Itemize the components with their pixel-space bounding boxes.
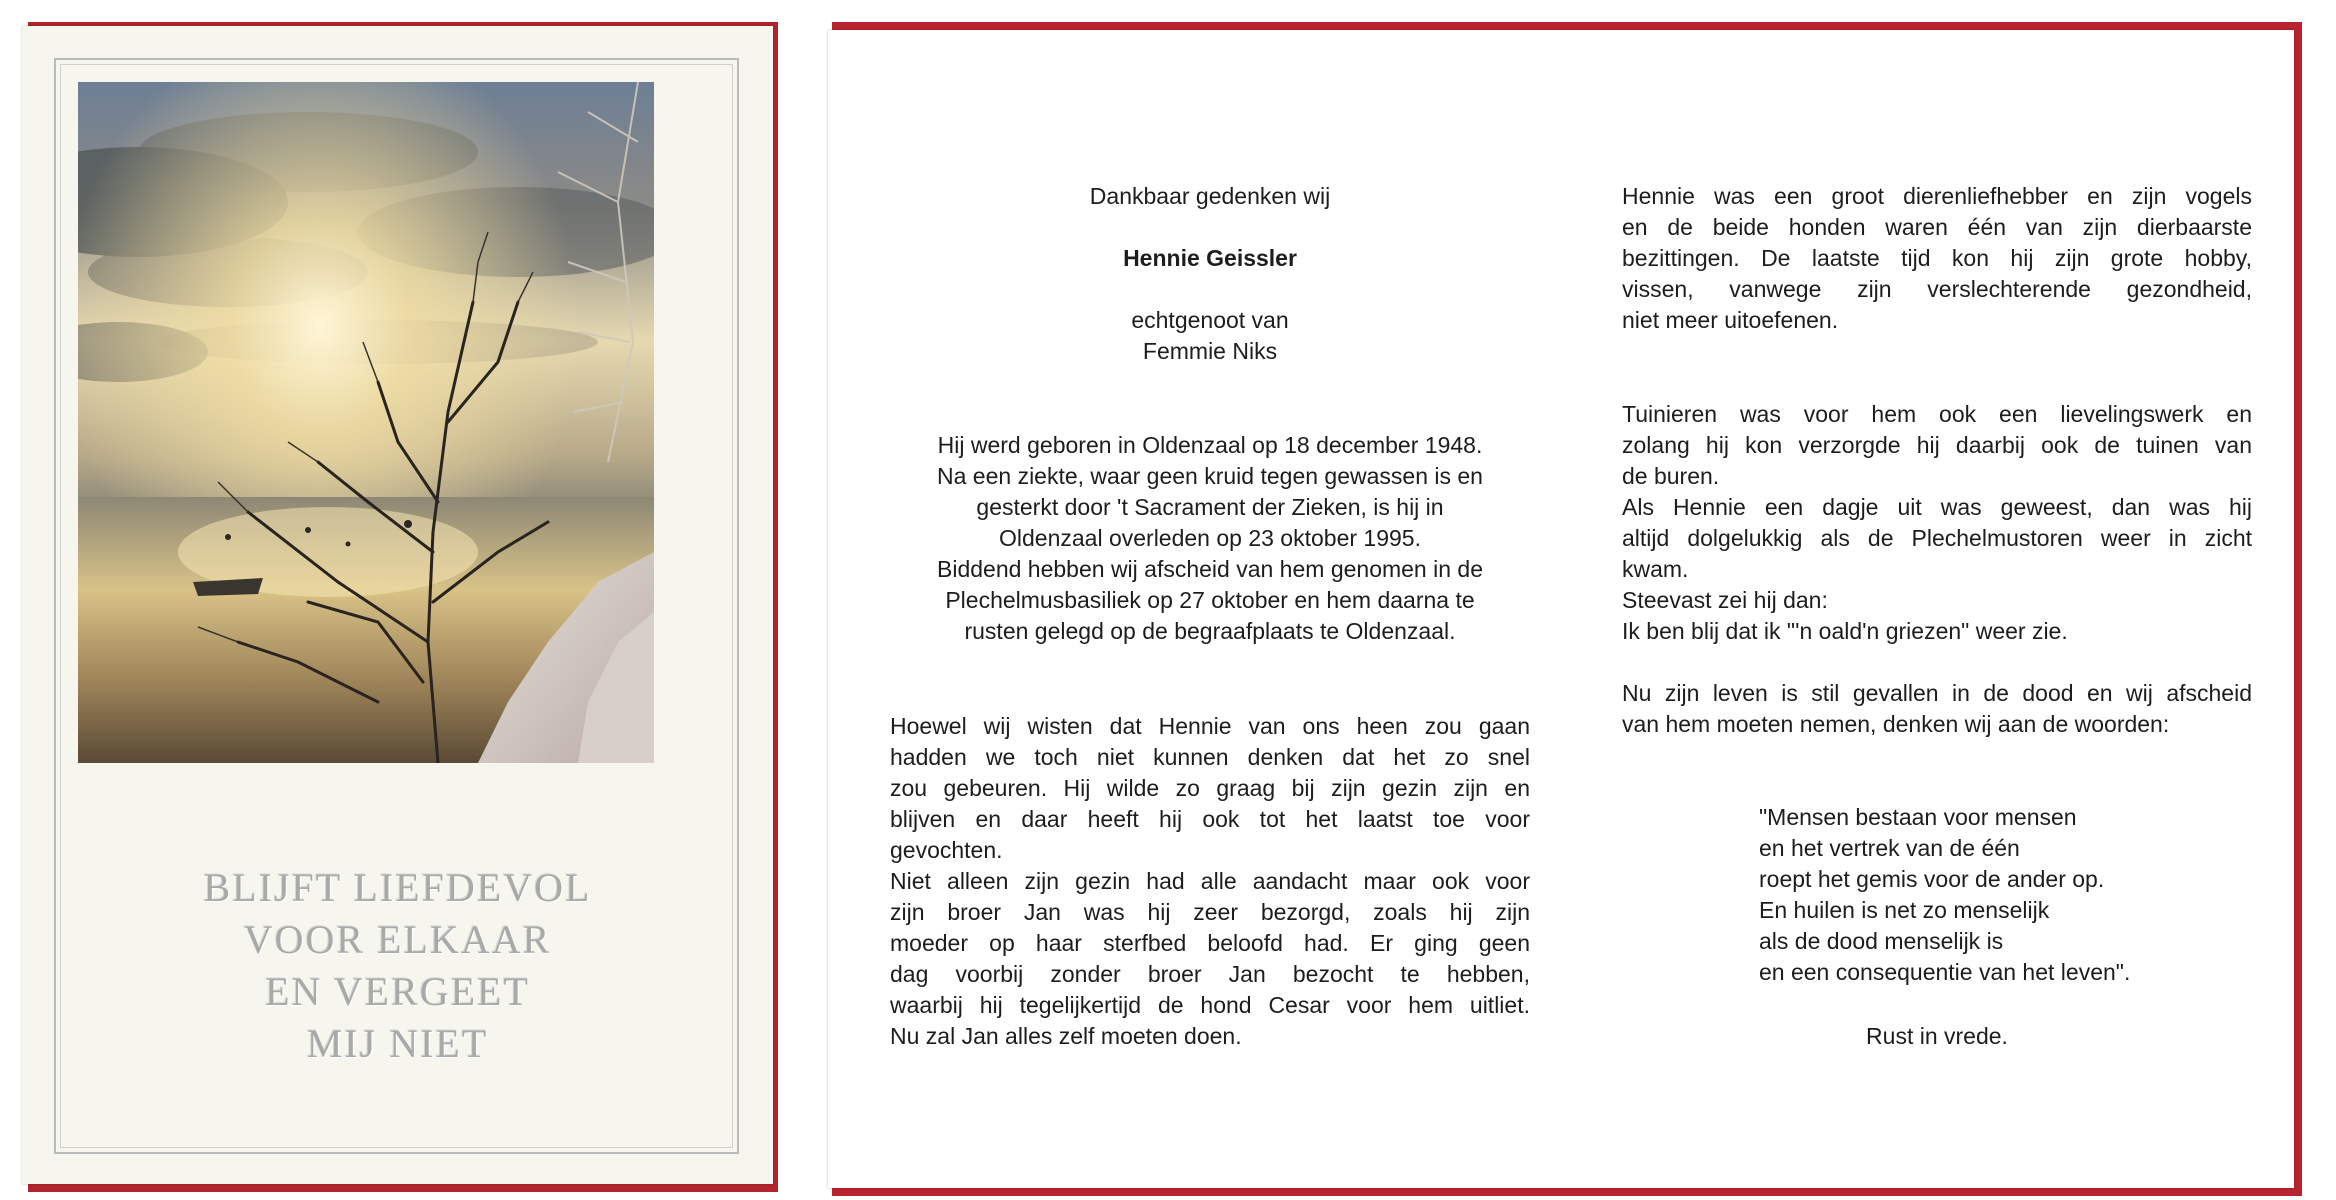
text-line: zou gebeuren. Hij wilde zo graag bij zijn gezin zijn en bbox=[890, 775, 1530, 801]
lake-sunset-photo bbox=[78, 82, 654, 763]
text-line: kwam. bbox=[1622, 556, 1689, 582]
bio-line: Oldenzaal overleden op 23 oktober 1995. bbox=[999, 525, 1421, 551]
spouse-name: Femmie Niks bbox=[1142, 338, 1278, 364]
paragraph-hobbies bbox=[1622, 181, 2252, 336]
spouse-block bbox=[890, 305, 1530, 367]
text-line: gevochten. bbox=[890, 837, 1003, 863]
poem-line: En huilen is net zo menselijk bbox=[1759, 897, 2050, 923]
poem bbox=[1759, 802, 2219, 988]
text-line: en de beide honden waren één van zijn dierbaarste bbox=[1622, 214, 2252, 240]
biography bbox=[890, 430, 1530, 647]
paragraph-illness bbox=[890, 711, 1530, 1052]
motto-line: VOOR ELKAAR bbox=[243, 917, 552, 962]
text-line: hadden we toch niet kunnen denken dat het zo snel bbox=[890, 744, 1530, 770]
text-line: waarbij hij tegelijkertijd de hond Cesar voor hem uitliet. bbox=[890, 992, 1530, 1018]
text-line: van hem moeten nemen, denken wij aan de woorden: bbox=[1622, 711, 2170, 737]
intro-text: Dankbaar gedenken wij bbox=[1089, 183, 1331, 209]
name-text: Hennie Geissler bbox=[1123, 245, 1297, 271]
text-line: blijven en daar heeft hij ook tot het laatst toe voor bbox=[890, 806, 1530, 832]
bio-line: Plechelmusbasiliek op 27 oktober en hem daarna te bbox=[945, 587, 1475, 613]
text-line: Hennie was een groot dierenliefhebber en zijn vogels bbox=[1622, 183, 2252, 209]
deceased-name bbox=[890, 243, 1530, 274]
bio-line: Biddend hebben wij afscheid van hem genomen in de bbox=[937, 556, 1483, 582]
text-line: zolang hij kon verzorgde hij daarbij ook de tuinen van bbox=[1622, 432, 2252, 458]
front-motto bbox=[22, 862, 773, 1070]
poem-line: en het vertrek van de één bbox=[1759, 835, 2020, 861]
text-line: Steevast zei hij dan: bbox=[1622, 587, 1828, 613]
poem-line: "Mensen bestaan voor mensen bbox=[1759, 804, 2077, 830]
paragraph-farewell bbox=[1622, 678, 2252, 740]
closing bbox=[1622, 1021, 2252, 1052]
poem-line: als de dood menselijk is bbox=[1759, 928, 2004, 954]
text-line: Nu zijn leven is stil gevallen in de dood en wij afscheid bbox=[1622, 680, 2252, 706]
bio-line: Hij werd geboren in Oldenzaal op 18 december 1948. bbox=[937, 432, 1483, 458]
text-line: Nu zal Jan alles zelf moeten doen. bbox=[890, 1023, 1242, 1049]
text-line: vissen, vanwege zijn verslechterende gezondheid, bbox=[1622, 276, 2252, 302]
bio-line: gesterkt door 't Sacrament der Zieken, is hij in bbox=[976, 494, 1444, 520]
text-line: bezittingen. De laatste tijd kon hij zijn grote hobby, bbox=[1622, 245, 2252, 271]
intro-block bbox=[890, 181, 1530, 212]
spouse-label: echtgenoot van bbox=[1131, 307, 1289, 333]
paragraph-gardening bbox=[1622, 399, 2252, 647]
bio-line: Na een ziekte, waar geen kruid tegen gewassen is en bbox=[937, 463, 1483, 489]
text-line: niet meer uitoefenen. bbox=[1622, 307, 1839, 333]
text-line: moeder op haar sterfbed beloofd had. Er ging geen bbox=[890, 930, 1530, 956]
text-line: de buren. bbox=[1622, 463, 1720, 489]
motto-line: MIJ NIET bbox=[306, 1021, 489, 1066]
text-line: Tuinieren was voor hem ook een lievelingswerk en bbox=[1622, 401, 2252, 427]
text-line: dag voorbij zonder broer Jan bezocht te hebben, bbox=[890, 961, 1530, 987]
text-line: zijn broer Jan was hij zeer bezorgd, zoals hij zijn bbox=[890, 899, 1530, 925]
poem-line: roept het gemis voor de ander op. bbox=[1759, 866, 2105, 892]
poem-line: en een consequentie van het leven". bbox=[1759, 959, 2131, 985]
bio-line: rusten gelegd op de begraafplaats te Oldenzaal. bbox=[964, 618, 1456, 644]
text-line: Ik ben blij dat ik "'n oald'n griezen" weer zie. bbox=[1622, 618, 2068, 644]
text-line: Hoewel wij wisten dat Hennie van ons heen zou gaan bbox=[890, 713, 1530, 739]
text-line: Als Hennie een dagje uit was geweest, dan was hij bbox=[1622, 494, 2252, 520]
motto-line: EN VERGEET bbox=[265, 969, 530, 1014]
text-line: altijd dolgelukkig als de Plechelmustoren weer in zicht bbox=[1622, 525, 2252, 551]
text-line: Niet alleen zijn gezin had alle aandacht maar ook voor bbox=[890, 868, 1530, 894]
closing-text: Rust in vrede. bbox=[1866, 1023, 2008, 1049]
motto-line: BLIJFT LIEFDEVOL bbox=[203, 865, 592, 910]
